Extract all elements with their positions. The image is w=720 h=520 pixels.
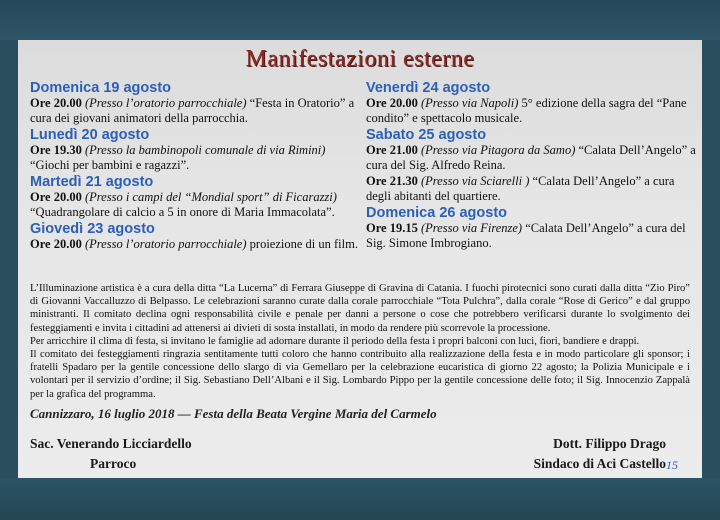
notes-paragraph: Per arricchire il clima di festa, si invitano le famiglie ad adornare durante il periodo della festa i propri balconi con luci, fiori, bandiere e drappi. bbox=[30, 335, 640, 347]
event-place: (Presso i campi del “Mondial sport” di Ficarazzi) bbox=[84, 190, 337, 204]
top-frame-band bbox=[0, 0, 720, 40]
notes-paragraph: Il comitato dei festeggiamenti ringrazia sentitamente tutti coloro che hanno contribuito alla realizzazione della festa e in modo particolare gli sponsor; i fratelli Spadaro per la gentile concessione dello slargo di via Gemellaro per la celebrazione eucaristica di giorno 22 agosto; la Polizia Municipale e i volontari per il servizio d’ordine; il Sig. Sebastiano Dell’Albani e il Sig. Lombardo Pippo per la gentile concessione delle foto; il Sig. Innocenzio Zappalà per la grafica del programma. bbox=[30, 349, 690, 400]
bottom-frame-band bbox=[0, 478, 720, 520]
day-heading: Martedì 21 agosto bbox=[30, 174, 154, 190]
day-block bbox=[366, 205, 698, 250]
page-title: Manifestazioni esterne bbox=[245, 46, 475, 72]
event-description: 5° edizione della sagra del “Pane condito” e spettacolo musicale. bbox=[366, 96, 687, 125]
event-place: (Presso l’oratorio parrocchiale) bbox=[84, 96, 247, 110]
event-time: Ore 21.30 bbox=[366, 174, 418, 188]
event-time: Ore 19.30 bbox=[30, 143, 82, 157]
day-block bbox=[30, 127, 362, 172]
day-block bbox=[366, 80, 698, 125]
event-description: “Calata Dell’Angelo” a cura del Sig. Simone Imbrogiano. bbox=[366, 221, 686, 250]
signature-parroco bbox=[30, 434, 192, 474]
day-block bbox=[30, 221, 362, 252]
day-block bbox=[30, 174, 362, 219]
event-time: Ore 20.00 bbox=[30, 96, 82, 110]
signature-sindaco bbox=[488, 434, 666, 474]
dateline: Cannizzaro, 16 luglio 2018 — Festa della Beata Vergine Maria del Carmelo bbox=[30, 406, 437, 421]
event-item bbox=[366, 174, 698, 203]
day-heading: Lunedì 20 agosto bbox=[30, 127, 150, 143]
signature-name: Sac. Venerando Licciardello bbox=[30, 436, 192, 451]
notes-paragraph: L’Illuminazione artistica è a cura della ditta “La Lucerna” di Ferrara Giuseppe di Gravina di Catania. I fuochi pirotecnici sono curati dalla ditta “Zio Piro” di Giovanni Vaccalluzzo di Belpasso. Le celebrazioni saranno curate dalla corale parrocchiale “Tota Pulchra”, dalla corale “Rose di Gerico” e dal gruppo ministranti. Il comitato declina ogni responsabilità civile e penale per danni a persone o cose che potrebbero verificarsi durante lo svolgimento dei festeggiamenti e invita i cittadini ad attenersi ai divieti di sosta installati, in modo da rendere più scorrevole la processione. bbox=[30, 283, 690, 334]
day-heading: Domenica 19 agosto bbox=[30, 80, 172, 96]
right-schedule-column bbox=[366, 80, 698, 252]
event-description: “Quadrangolare di calcio a 5 in onore di Maria Immacolata”. bbox=[30, 204, 335, 219]
event-place: (Presso l’oratorio parrocchiale) bbox=[84, 237, 247, 251]
event-item bbox=[366, 143, 698, 172]
day-block bbox=[366, 127, 698, 203]
left-schedule-column bbox=[30, 80, 362, 254]
event-place: (Presso via Sciarelli ) bbox=[420, 174, 530, 188]
event-place: (Presso via Firenze) bbox=[420, 221, 523, 235]
page-number: 15 bbox=[666, 458, 678, 472]
event-item bbox=[30, 237, 362, 252]
event-item bbox=[366, 96, 698, 125]
signature-role: Sindaco di Aci Castello bbox=[533, 456, 666, 471]
event-description: “Festa in Oratorio” a cura dei giovani animatori della parrocchia. bbox=[30, 96, 355, 125]
event-time: Ore 20.00 bbox=[30, 190, 82, 204]
event-time: Ore 20.00 bbox=[366, 96, 418, 110]
event-time: Ore 21.00 bbox=[366, 143, 418, 157]
day-heading: Venerdì 24 agosto bbox=[366, 80, 491, 96]
event-place: (Presso via Napoli) bbox=[420, 96, 519, 110]
event-item bbox=[30, 96, 362, 125]
event-description: “Giochi per bambini e ragazzi”. bbox=[30, 157, 190, 172]
notes-section bbox=[30, 282, 690, 401]
day-heading: Domenica 26 agosto bbox=[366, 205, 508, 221]
event-time: Ore 19.15 bbox=[366, 221, 418, 235]
signature-role: Parroco bbox=[90, 456, 137, 471]
event-description: “Calata Dell’Angelo” a cura degli abitanti del quartiere. bbox=[366, 174, 675, 203]
event-description: proiezione di un film. bbox=[246, 237, 358, 251]
program-page bbox=[18, 40, 702, 478]
day-heading: Giovedì 23 agosto bbox=[30, 221, 155, 237]
event-time: Ore 20.00 bbox=[30, 237, 82, 251]
event-place: (Presso la bambinopoli comunale di via Rimini) bbox=[84, 143, 326, 157]
event-place: (Presso via Pitagora da Samo) bbox=[420, 143, 576, 157]
event-item bbox=[366, 221, 698, 250]
signature-name: Dott. Filippo Drago bbox=[553, 436, 666, 451]
event-description: “Calata Dell’Angelo” a cura del Sig. Alfredo Reina. bbox=[366, 143, 696, 172]
day-heading: Sabato 25 agosto bbox=[366, 127, 487, 143]
day-block bbox=[30, 80, 362, 125]
event-item bbox=[30, 143, 362, 172]
event-item bbox=[30, 190, 362, 219]
